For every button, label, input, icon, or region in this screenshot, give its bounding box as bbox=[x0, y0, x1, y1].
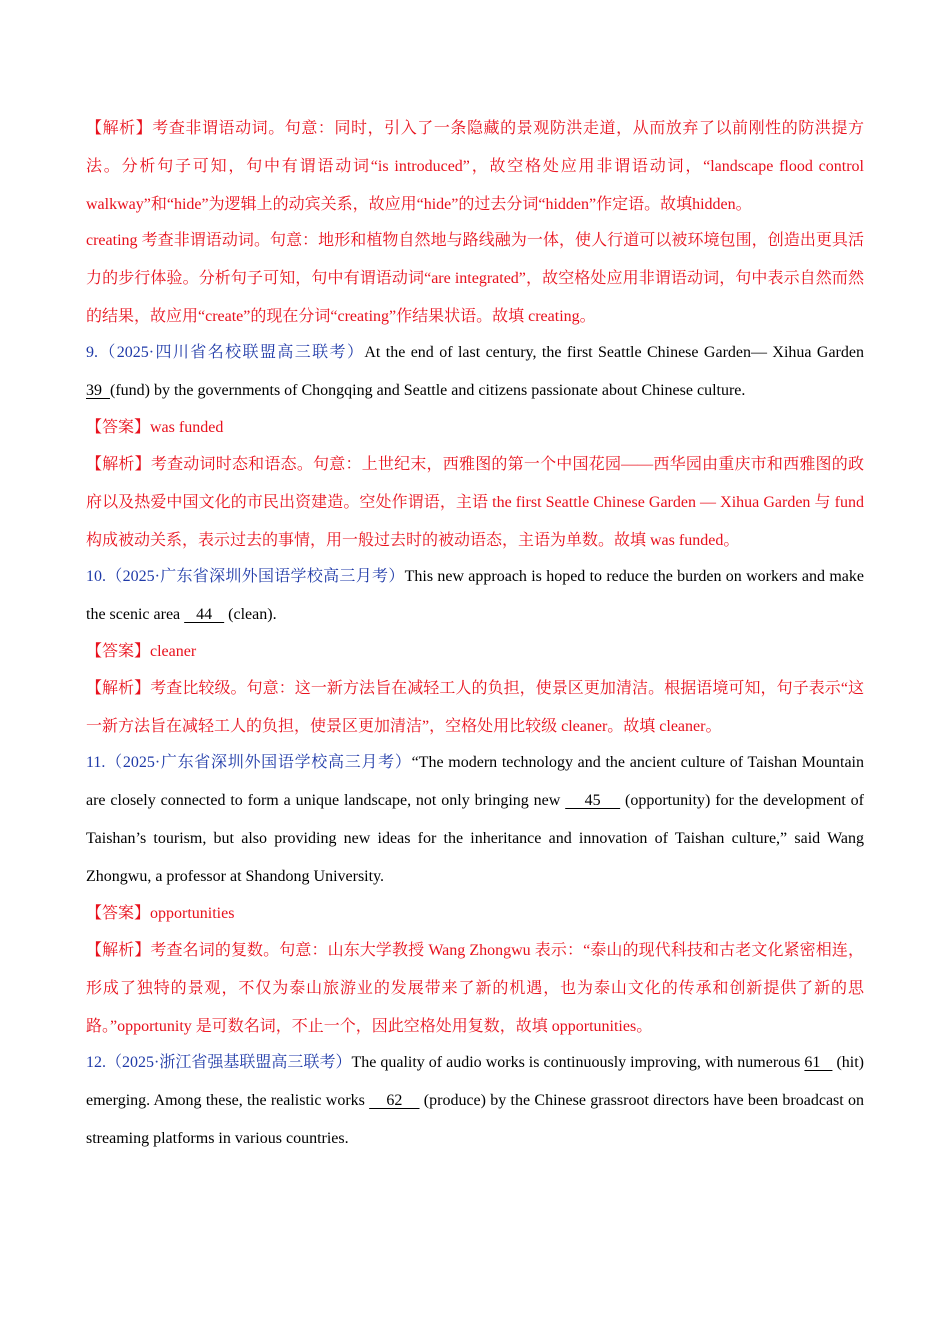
question-text: “The modern technology and the ancient culture of Taishan Mountain are closely connected to form a unique landscape, not only bringing new bbox=[86, 754, 864, 809]
q10-analysis: 【解析】考查比较级。句意：这一新方法旨在减轻工人的负担，使景区更加清洁。根据语境可知，句子表示“这一新方法旨在减轻工人的负担，使景区更加清洁”，空格处用比较级 cleaner。故填 cleaner。 bbox=[86, 680, 864, 735]
answer-blank: 39 bbox=[86, 382, 110, 399]
question-source: （2025·浙江省强基联盟高三联考） bbox=[106, 1054, 352, 1071]
q11-analysis: 【解析】考查名词的复数。句意：山东大学教授 Wang Zhongwu 表示：“泰山的现代科技和古老文化紧密相连，形成了独特的景观，不仅为泰山旅游业的发展带来了新的机遇，也为泰山文化的传承和创新提供了新的思路。”opportunity 是可数名词，不止一个，因此空格处用复数，故填 opportunities。 bbox=[86, 942, 864, 1035]
document-page bbox=[86, 110, 864, 1158]
question-number: 9. bbox=[86, 344, 98, 361]
question-source: （2025·四川省名校联盟高三联考） bbox=[98, 344, 365, 361]
q10-answer: 【答案】cleaner bbox=[86, 643, 197, 660]
question-text: The quality of audio works is continuously improving, with numerous bbox=[351, 1054, 805, 1071]
question-11 bbox=[86, 744, 864, 896]
question-source: （2025·广东省深圳外国语学校高三月考） bbox=[105, 754, 412, 771]
question-source: （2025·广东省深圳外国语学校高三月考） bbox=[106, 568, 405, 585]
answer-blank-1: 61 bbox=[804, 1054, 833, 1071]
answer-blank: 45 bbox=[565, 792, 621, 809]
q11-answer: 【答案】opportunities bbox=[86, 905, 235, 922]
answer-blank-2: 62 bbox=[369, 1092, 420, 1109]
question-text: This new approach is hoped to reduce the burden on workers and make the scenic area bbox=[86, 568, 864, 623]
q8-analysis-part1: 【解析】考查非谓语动词。句意：同时，引入了一条隐藏的景观防洪走道，从而放弃了以前刚性的防洪提方法。分析句子可知，句中有谓语动词“is introduced”，故空格处应用非谓语动词，“landscape flood control walkway”和“hide”为逻辑上的动宾关系，故应用“hide”的过去分词“hidden”作定语。故填hidden。 bbox=[86, 120, 864, 213]
question-number: 12. bbox=[86, 1054, 106, 1071]
question-10 bbox=[86, 558, 864, 634]
question-text-cont: (fund) by the governments of Chongqing and Seattle and citizens passionate about Chinese culture. bbox=[110, 382, 746, 399]
question-12 bbox=[86, 1044, 864, 1158]
question-text: At the end of last century, the first Seattle Chinese Garden— Xihua Garden bbox=[364, 344, 864, 361]
question-text-cont: (opportunity) for the development of Taishan’s tourism, but also providing new ideas for the inheritance and innovation of Taishan culture,” said Wang Zhongwu, a professor at Shandong University. bbox=[86, 792, 864, 885]
q9-analysis: 【解析】考查动词时态和语态。句意：上世纪末，西雅图的第一个中国花园——西华园由重庆市和西雅图的政府以及热爱中国文化的市民出资建造。空处作谓语，主语 the first Seattle Chinese Garden — Xihua Garden 与 fund 构成被动关系，表示过去的事情，用一般过去时的被动语态，主语为单数。故填 was funded。 bbox=[86, 456, 864, 549]
question-number: 11. bbox=[86, 754, 106, 771]
q8-analysis-part2: creating 考查非谓语动词。句意：地形和植物自然地与路线融为一体，使人行道可以被环境包围，创造出更具活力的步行体验。分析句子可知，句中有谓语动词“are integrated”，故空格处应用非谓语动词，句中表示自然而然的结果，故应用“create”的现在分词“creating”作结果状语。故填 creating。 bbox=[86, 232, 864, 325]
question-text-middle: (hit) emerging. Among these, the realistic works bbox=[86, 1054, 864, 1109]
question-text-cont: (clean). bbox=[224, 606, 277, 623]
question-number: 10. bbox=[86, 568, 106, 585]
q9-answer: 【答案】was funded bbox=[86, 419, 224, 436]
answer-blank: 44 bbox=[184, 606, 225, 623]
question-text-cont: (produce) by the Chinese grassroot directors have been broadcast on streaming platforms in various countries. bbox=[86, 1092, 865, 1147]
question-9 bbox=[86, 334, 864, 410]
